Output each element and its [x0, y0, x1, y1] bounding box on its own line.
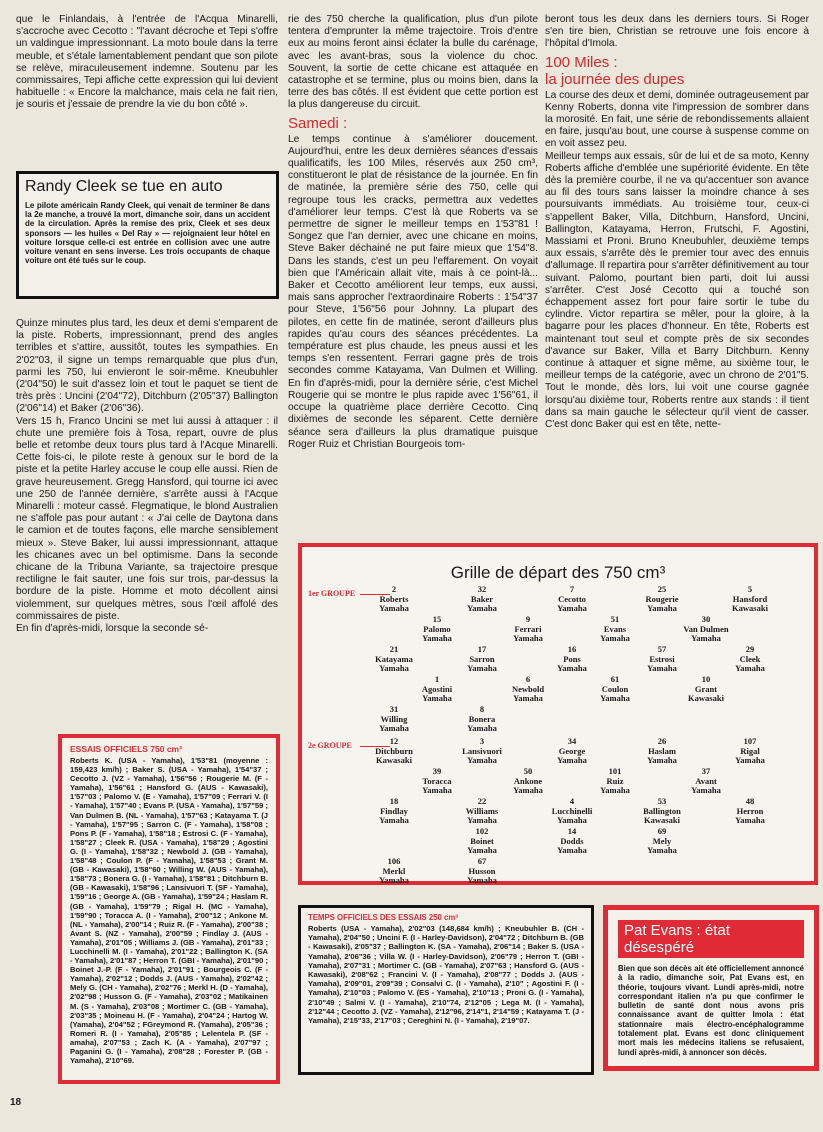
grid-entry-4 — [542, 797, 602, 826]
grid-entry-n: 53 — [657, 796, 667, 806]
grid-entry-61 — [585, 675, 645, 704]
grid-entry-make: Yamaha — [513, 785, 543, 795]
grid-entry-make: Yamaha — [647, 663, 677, 673]
grid-entry-7 — [542, 585, 602, 614]
100-miles-heading: 100 Miles : — [545, 53, 618, 71]
grid-entry-name: Coulon — [601, 683, 629, 694]
grid-entry-make: Yamaha — [422, 693, 452, 703]
col1-paragraph-4: En fin d'après-midi, lorsque la seconde sé- — [16, 623, 209, 635]
grid-entry-48 — [720, 797, 780, 826]
grid-entry-n: 51 — [610, 614, 620, 624]
grid-entry-n: 37 — [701, 766, 711, 776]
grid-entry-51 — [585, 615, 645, 644]
grid-entry-make: Kawasaki — [732, 603, 768, 613]
col3-paragraph-3: Meilleur temps aux essais, sûr de lui et de sa moto, Kenny Roberts affiche d'emblée une supériorité évidente. En tête dès la première courbe, il ne va qu'accentuer son avance au fil des tours sans laisser la moindre chance à ses poursuivants immédiats. Au troisième tour, ceux-ci s'appellent Baker, Villa, Ditchburn, Hansford, Uncini, Ballington, Katayama, Herron, Frutschi, F. Agostini, Massiami et Proni. Bruno Kneubuhler, deuxième temps aux essais, s'arrête dès le premier tour avec des ennuis d'allumage. Il repartira pour s'arrêter définitivement au tour suivant. Palomo, pourtant bien parti, doit lui aussi s'arrêter. C'est José Cecotto qui a touché son échappement assez fort pour faire sortir le tube du cylindre. Victor repartira se mêler, pour la gloire, à la bagarre pour les places d'honneur. En tête, Roberts est maintenant tout seul et compte près de six secondes d'avance sur Baker, Villa et Barry Ditchburn. Kenny continue à attaquer et signe même, au sixième tour, le meilleur temps de la catégorie, avec un chrono de 2'01"5. Tout le monde, dès lors, lui voit une course gagnée lorsqu'au dixième tour, Roberts rentre aux stands : il tient dans sa main gauche le sélecteur qu'il vient de casser. C'est donc Baker qui est en tête, nette- — [545, 150, 809, 431]
grid-entry-name: Husson — [468, 865, 496, 876]
grid-entry-n: 16 — [567, 644, 577, 654]
grid-entry-make: Yamaha — [600, 693, 630, 703]
grid-entry-name: Roberts — [379, 593, 409, 604]
grid-entry-make: Yamaha — [735, 755, 765, 765]
grid-title: Grille de départ des 750 cm³ — [450, 563, 666, 582]
grid-entry-make: Yamaha — [691, 785, 721, 795]
grid-entry-name: Agostini — [421, 683, 453, 694]
grid-entry-name: Willing — [380, 713, 408, 724]
grid-entry-make: Yamaha — [557, 845, 587, 855]
grid-entry-name: Pons — [563, 653, 581, 664]
temps-250-box — [298, 905, 594, 1075]
grid-entry-make: Yamaha — [557, 755, 587, 765]
grid-entry-n: 7 — [569, 584, 575, 594]
grid-entry-31 — [364, 705, 424, 734]
grid-entry-name: Mely — [652, 835, 672, 846]
grid-entry-make: Yamaha — [467, 755, 497, 765]
grid-entry-make: Yamaha — [600, 785, 630, 795]
temps-250-title: TEMPS OFFICIELS DES ESSAIS 250 cm³ — [308, 913, 458, 922]
grid-entry-make: Yamaha — [379, 723, 409, 733]
col2-paragraph-2: Le temps continue à s'améliorer doucement. Aujourd'hui, entre les deux dernières séances d'essais qualificatifs, les 100 Miles, réservés aux 250 cm³, constitueront le plat de résistance de la journée. En fin de matinée, la première série des 750, celle qui regroupe tous les cracks, permettra aux vedettes d'améliorer leur temps. C'est là que Roberts va se permettre de signer le meilleur temps en 1'53"81 ! Songez que l'an dernier, avec une chicane en moins, Steve Baker déchainé ne put faire mieux que 1'54"8. Dans les stands, c'est un peu l'effarement. On voyait bien que l'Américain allait vite, mais à ce point-là... Baker et Cecotto améliorent leur temps, eux aussi, mais sans approcher l'extraordinaire Roberts : 1'54"37 pour Steve, 1'56"56 pour Johnny. La plupart des pilotes, en cette fin de matinée, seront d'ailleurs plus rapides qu'au cours des séances précédentes. La température est plus chaude, les pneus aussi et les temps s'en ressentent. Ferrari gagne près de trois secondes comme Katayama, Van Dulmen et Willing. En fin d'après-midi, pour la dernière série, c'est Michel Rougerie qui se montre le plus rapide avec 1'56"61, il occupe la quatrième place derrière Cecotto. Cinq dixièmes de seconde les séparent. Cette dernière séance sera d'ailleurs la plus dramatique puisque Roger Ruiz et Christian Bourgeois tom- — [288, 133, 538, 450]
grid-entry-n: 21 — [389, 644, 399, 654]
grid-entry-n: 17 — [477, 644, 487, 654]
grid-entry-name: Cecotto — [558, 593, 586, 604]
col1-paragraph-3: Vers 15 h, Franco Uncini se met lui aussi à attaquer : il chute une première fois à Tosa, repart, ouvre de plus belle et retombe deux tours plus tard à l'Acque Minarelli. Cette fois-ci, le pilote reste à genoux sur le bord de la piste et la petite Harley accuse le coup elle aussi. Rien de grave heureusement. Gregg Hansford, qui tourne ici avec une 250 de l'année dernière, s'arrête aussi à l'Acque Minarelli : moteur cassé. Flegmatique, le blond Australien ne s'affole pas pour autant : « J'ai celle de Daytona dans le camion et de toutes façons, elle marche sensiblement mieux ». Steve Baker, lui aussi impressionnant, attaque les chicanes avec un bel optimisme. Dans la seconde chicane de la Tribuna Variante, sa trajectoire presque rectiligne le fait sauter, une fois sur trois, par-dessus la bordure de la piste. Homme et moto décollent ainsi violemment, sur quelques mètres, sous l'œil affolé des commissaires de piste. — [16, 415, 278, 622]
grid-entry-make: Yamaha — [647, 603, 677, 613]
grid-entry-name: Ankone — [513, 775, 543, 786]
grid-entry-make: Kawasaki — [644, 815, 680, 825]
grid-entry-n: 22 — [477, 796, 487, 806]
grid-entry-n: 61 — [610, 674, 620, 684]
grid-entry-2 — [364, 585, 424, 614]
grid-entry-name: Bonera — [468, 713, 496, 724]
randy-cleek-box — [16, 171, 279, 299]
grid-entry-make: Yamaha — [467, 663, 497, 673]
grid-entry-name: Dodds — [560, 835, 584, 846]
grid-entry-make: Yamaha — [647, 845, 677, 855]
grid-entry-107 — [720, 737, 780, 766]
grid-entry-37 — [676, 767, 736, 796]
grid-entry-n: 15 — [432, 614, 442, 624]
grid-entry-name: Newbold — [511, 683, 545, 694]
grid-entry-make: Yamaha — [467, 875, 497, 885]
grid-entry-n: 9 — [525, 614, 531, 624]
grid-entry-name: Ruiz — [606, 775, 624, 786]
grid-entry-18 — [364, 797, 424, 826]
grid-entry-n: 32 — [477, 584, 487, 594]
grid-entry-14 — [542, 827, 602, 856]
grid-entry-make: Yamaha — [467, 603, 497, 613]
col1-paragraph-2: Quinze minutes plus tard, les deux et demi s'emparent de la piste. Roberts, impressionnant, prend des angles terribles et s'attire, aussitôt, toutes les sympathies. En 2'02"03, il signe un temps remarquable que plus d'un, parmi les 750, lui envieront le soir-même. Kneubuhler (2'04"50) le suit d'assez loin et tout le paquet se tient de très près : Uncini (2'04"72), Ditchburn (2'05"37) Ballington (2'06"14) et Baker (2'06"36). — [16, 318, 278, 415]
grid-entry-50 — [498, 767, 558, 796]
grid-entry-make: Kawasaki — [376, 755, 412, 765]
pat-evans-box — [603, 905, 819, 1071]
grid-entry-n: 14 — [567, 826, 577, 836]
grid-entry-make: Yamaha — [557, 663, 587, 673]
grid-entry-name: Herron — [736, 805, 764, 816]
grid-entry-n: 2 — [391, 584, 397, 594]
grid-entry-n: 3 — [479, 736, 485, 746]
grid-entry-n: 50 — [523, 766, 533, 776]
grid-entry-n: 107 — [743, 736, 757, 746]
col3-paragraph-2: La course des deux et demi, dominée outrageusement par Kenny Roberts, donna vite l'impression de sombrer dans la morosité. En fait, une série de rebondissements allaient en faire, jusqu'au bout, une course à suspense comme on en voit assez peu. — [545, 89, 809, 150]
grid-entry-9 — [498, 615, 558, 644]
grid-entry-n: 31 — [389, 704, 399, 714]
grid-entry-21 — [364, 645, 424, 674]
grid-entry-n: 69 — [657, 826, 667, 836]
group-1-label: 1er GROUPE — [308, 589, 356, 598]
grid-entry-n: 26 — [657, 736, 667, 746]
grid-entry-34 — [542, 737, 602, 766]
grid-entry-1 — [407, 675, 467, 704]
grid-entry-name: Toracca — [422, 775, 452, 786]
grid-entry-name: Findlay — [380, 805, 408, 816]
grid-entry-make: Yamaha — [379, 663, 409, 673]
grid-entry-39 — [407, 767, 467, 796]
grid-entry-make: Yamaha — [557, 603, 587, 613]
randy-cleek-title: Randy Cleek se tue en auto — [25, 178, 223, 195]
grid-entry-n: 8 — [479, 704, 485, 714]
grid-entry-30 — [676, 615, 736, 644]
temps-250-body: Roberts (USA - Yamaha), 2'02"03 (148,684 km/h) ; Kneubuhler B. (CH - Yamaha), 2'04"50 ; Uncini F. (I - Harley-Davidson), 2'04"72 ; Ditchburn B. (GB - Kawasaki), 2'05"37 ; Ballington K. (SA - Yamaha), 2'06"14 ; Baker S. (USA - Yamaha), 2'06"36 ; Villa W. (I - Harley-Davidson), 2'06"79 ; Herron T. (GBI - Yamaha), 2'07"31 ; Mortimer C. (GB - Yamaha), 2'07"63 ; Hansford G. (AUS - Kawasaki), 2'08"62 ; Francini V. (I - Yamaha), 2'08"77 ; Dodds J. (AUS - Yamaha), 2'09"01, 2'09"39 ; Consalvi C. (I - Yamaha), 2'10" ; Agostini F. (I - Yamaha), 2'10"03 ; Palomo V. (ES - Yamaha), 2'10"13 ; Proni G. (I - Yamaha), 2'10"49 ; Salmi V. (I - Yamaha), 2'10"74, 2'12"05 ; Lega M. (I - Yamaha), 2'12"44 ; Cecotto J. (VZ - Yamaha), 2'12"96, 2'14"1, 2'14"59 ; Katayama T. (J - Yamaha), 2'15"33, 2'17"03 ; Cereghini N. (I - Yamaha), 2'19"07. — [308, 924, 584, 1026]
grid-entry-name: Estrosi — [649, 653, 675, 664]
grid-entry-25 — [632, 585, 692, 614]
grid-entry-make: Yamaha — [647, 755, 677, 765]
essais-750-box — [58, 734, 280, 1084]
grid-entry-make: Yamaha — [379, 875, 409, 885]
grid-entry-53 — [632, 797, 692, 826]
grid-entry-101 — [585, 767, 645, 796]
grid-entry-name: Sarron — [469, 653, 495, 664]
grid-entry-n: 6 — [525, 674, 531, 684]
grid-entry-name: Haslam — [648, 745, 676, 756]
grid-entry-22 — [452, 797, 512, 826]
grid-entry-name: George — [558, 745, 586, 756]
grid-entry-n: 25 — [657, 584, 667, 594]
grid-entry-102 — [452, 827, 512, 856]
grid-entry-name: Van Dulmen — [683, 623, 729, 634]
pat-evans-title: Pat Evans : état désespéré — [618, 920, 804, 958]
grid-entry-make: Yamaha — [513, 633, 543, 643]
grid-entry-29 — [720, 645, 780, 674]
grid-entry-name: Grant — [694, 683, 718, 694]
grid-entry-make: Yamaha — [735, 815, 765, 825]
grid-entry-67 — [452, 857, 512, 886]
grid-entry-make: Yamaha — [735, 663, 765, 673]
grid-entry-name: Rougerie — [645, 593, 679, 604]
grid-entry-name: Lucchinelli — [551, 805, 593, 816]
grid-entry-make: Yamaha — [467, 815, 497, 825]
grid-entry-make: Yamaha — [467, 723, 497, 733]
essais-750-title: ESSAIS OFFICIELS 750 cm³ — [70, 744, 182, 754]
grid-entry-57 — [632, 645, 692, 674]
grid-entry-make: Yamaha — [422, 785, 452, 795]
grid-entry-name: Palomo — [423, 623, 451, 634]
grid-entry-16 — [542, 645, 602, 674]
grid-entry-name: Rigal — [740, 745, 760, 756]
grid-entry-n: 106 — [387, 856, 401, 866]
grid-entry-69 — [632, 827, 692, 856]
grid-entry-12 — [364, 737, 424, 766]
grid-entry-32 — [452, 585, 512, 614]
grid-entry-n: 12 — [389, 736, 399, 746]
journee-dupes-heading: la journée des dupes — [545, 70, 685, 88]
grid-entry-26 — [632, 737, 692, 766]
grid-entry-n: 10 — [701, 674, 711, 684]
grid-entry-6 — [498, 675, 558, 704]
grid-entry-n: 101 — [608, 766, 622, 776]
randy-cleek-body: Le pilote américain Randy Cleek, qui venait de terminer 8e dans la 2e manche, a trouvé la mort, dimanche soir, dans un accident de la circulation. Après la remise des prix, Cleek et ses deux sponsors — les huiles « Del Ray » — rejoignaient leur hôtel en voiture lorsque celle-ci est entrée en collision avec une autre voiture venant en sens inverse. Les trois occupants de chaque voiture ont été tués sur le coup. — [25, 201, 270, 266]
grid-entry-name: Ferrari — [514, 623, 542, 634]
grid-entry-n: 67 — [477, 856, 487, 866]
essais-750-body: Roberts K. (USA - Yamaha), 1'53"81 (moyenne : 159,423 km/h) ; Baker S. (USA - Yamaha), 1'54"37 ; Cecotto J. (VZ - Yamaha), 1'56"56 ; Rougerie M. (F - Yamaha), 1'56"61 ; Hansford G. (AUS - Kawasaki), 1'57"03 ; Palomo V. (E - Yamaha), 1'57"09 ; Ferrari V. (I - Yamaha), 1'57"40 ; Evans P. (USA - Yamaha), 1'57"59 ; Van Dulmen B. (NL - Yamaha), 1'57"63 ; Katayama T. (J - Yamaha), 1'57"95 ; Sarron C. (F - Yamaha), 1'58"08 ; Pons P. (F - Yamaha), 1'58"18 ; Estrosi C. (F - Yamaha), 1'58"27 ; Cleek R. (USA - Yamaha), 1'58"29 ; Agostini G. (I - Yamaha), 1'58"32 ; Newbold J. (GB - Yamaha), 1'58"48 ; Coulon P. (F - Yamaha), 1'58"53 ; Grant M. (GB - Kawasaki), 1'58"60 ; Willing W. (AUS - Yamaha), 1'58"73 ; Bonera G. (I - Yamaha), 1'58"81 ; Ditchburn B. (GB - Kawasaki), 1'58"96 ; Lansivuori T. (SF - Yamaha), 1'59"16 ; George A. (GB - Yamaha), 1'59"24 ; Haslam R. (GB - Yamaha), 1'59"79 ; Rigal H. (MC - Yamaha), 1'59"90 ; Toracca A. (I - Yamaha), 2'00"12 ; Ankone M. (NL - Yamaha), 2'00"14 ; Ruiz R. (F - Yamaha), 2'00"38 ; Avant S. (NZ - Yamaha), 2'00"59 ; Findlay J. (AUS - Yamaha), 2'01"05 ; Williams J. (GB - Yamaha), 2'01"33 ; Lucchinelli M. (I - Yamaha), 2'01"22 ; Ballington K. (SA - Yamaha), 2'01"87 ; Herron T. (GBI - Yamaha), 2'01"90 ; Boinet J.-P. (F - Yamaha), 2'01"91 ; Bourgeois C. (F - Yamaha), 2'02"12 ; Dodds J. (AUS - Yamaha), 2'02"42 ; Mely G. (CH - Yamaha), 2'02"76 ; Merkl H. (D - Yamaha), 2'02"98 ; Husson G. (F - Yamaha), 2'03"02 ; Matikainen M. (S - Yamaha), 2'03"08 ; Mortimer C. (GB - Yamaha), 2'03"35 ; Moineau H. (F - Yamaha), 2'04"24 ; Hartog W. (Yamaha), 2'04"52 ; FGreymond R. (Yamaha), 2'05"36 ; Romeri R. (I - Yamaha), 2'05"85 ; Lelentela P. (SF - amaha), 2'07"53 ; Zach K. (A - Yamaha), 2'07"97 ; Paganini G. (I - Yamaha), 2'08"28 ; Forester P. (GB - Yamaha), 2'10"69. — [70, 756, 268, 1066]
grid-entry-n: 5 — [747, 584, 753, 594]
grid-entry-106 — [364, 857, 424, 886]
grid-entry-make: Kawasaki — [688, 693, 724, 703]
grid-entry-make: Yamaha — [379, 815, 409, 825]
grid-entry-make: Yamaha — [513, 693, 543, 703]
grid-entry-name: Lansivuori — [462, 745, 502, 756]
grid-entry-17 — [452, 645, 512, 674]
grid-entry-make: Yamaha — [422, 633, 452, 643]
grid-entry-15 — [407, 615, 467, 644]
grid-entry-make: Yamaha — [691, 633, 721, 643]
grid-entry-name: Evans — [603, 623, 627, 634]
col2-paragraph-1: rie des 750 cherche la qualification, plus d'un pilote tentera d'emprunter la même trajectoire. Trois d'entre eux au moins feront ainsi éclater la bulle du carénage, avec les avant-bras, sous la violence du choc. Souvent, la sortie de cette chicane est attaquée en catastrophe et se termine, plus ou moins bien, dans la terre des bas côtés. Il est évident que cette portion est la plus dangereuse du circuit. — [288, 14, 538, 111]
grid-entry-8 — [452, 705, 512, 734]
grid-entry-make: Yamaha — [557, 815, 587, 825]
grid-entry-name: Cleek — [739, 653, 761, 664]
grid-entry-name: Williams — [465, 805, 499, 816]
grid-entry-n: 102 — [475, 826, 489, 836]
col3-paragraph-1: beront tous les deux dans les derniers tours. Si Roger s'en tire bien, Christian se retrouve une fois encore à l'hôpital d'Imola. — [545, 14, 809, 50]
grid-entry-name: Katayama — [375, 653, 413, 664]
pat-evans-body: Bien que son décès ait été officiellement annoncé à la radio, dimanche soir, Pat Evans est, en théorie, toujours vivant. Lundi après-midi, notre correspondant italien n'a pu que confirmer le bulletin de santé dont nous avons pris connaissance avant de quitter Imola : état stationnaire mais électro-encéphalogramme totalement plat. Evans est donc cliniquement mort mais les médecins italiens se refusaient, lundi après-midi, à annoncer son décès. — [618, 964, 804, 1057]
grid-entry-name: Ballington — [643, 805, 681, 816]
grid-entry-name: Avant — [695, 775, 717, 786]
grid-entry-3 — [452, 737, 512, 766]
grid-entry-n: 1 — [434, 674, 440, 684]
grid-entry-n: 34 — [567, 736, 577, 746]
grid-entry-name: Merkl — [382, 865, 406, 876]
grid-entry-name: Ditchburn — [375, 745, 413, 756]
grid-entry-n: 30 — [701, 614, 711, 624]
grid-entry-name: Baker — [470, 593, 494, 604]
grid-entry-make: Yamaha — [467, 845, 497, 855]
grid-entry-n: 48 — [745, 796, 755, 806]
grid-entry-make: Yamaha — [600, 633, 630, 643]
col1-paragraph-1: que le Finlandais, à l'entrée de l'Acqua Minarelli, s'accroche avec Cecotto : "l'avant décroche et Tepi s'offre un valdingue impressionnant. La moto boule dans la terre meuble, et s'étale lamentablement pendant que son pilote se relève, miraculeusement indemne. Soutenu par les commissaires, Tepi affiche cette expression qui lui devient habituelle : « Encore la malchance, mais cela ne fait rien, je souris et j'essaie de prendre la vie du bon côté ». — [16, 14, 278, 111]
grid-entry-name: Hansford — [732, 593, 768, 604]
grid-entry-n: 29 — [745, 644, 755, 654]
grid-entry-10 — [676, 675, 736, 704]
samedi-heading: Samedi : — [288, 114, 348, 132]
starting-grid — [298, 543, 818, 885]
grid-entry-5 — [720, 585, 780, 614]
grid-entry-n: 39 — [432, 766, 442, 776]
group-2-label: 2e GROUPE — [308, 741, 352, 750]
grid-entry-n: 18 — [389, 796, 399, 806]
grid-entry-make: Yamaha — [379, 603, 409, 613]
grid-entry-n: 4 — [569, 796, 575, 806]
page-number: 18 — [10, 1097, 22, 1108]
grid-entry-n: 57 — [657, 644, 667, 654]
grid-entry-name: Boinet — [470, 835, 494, 846]
